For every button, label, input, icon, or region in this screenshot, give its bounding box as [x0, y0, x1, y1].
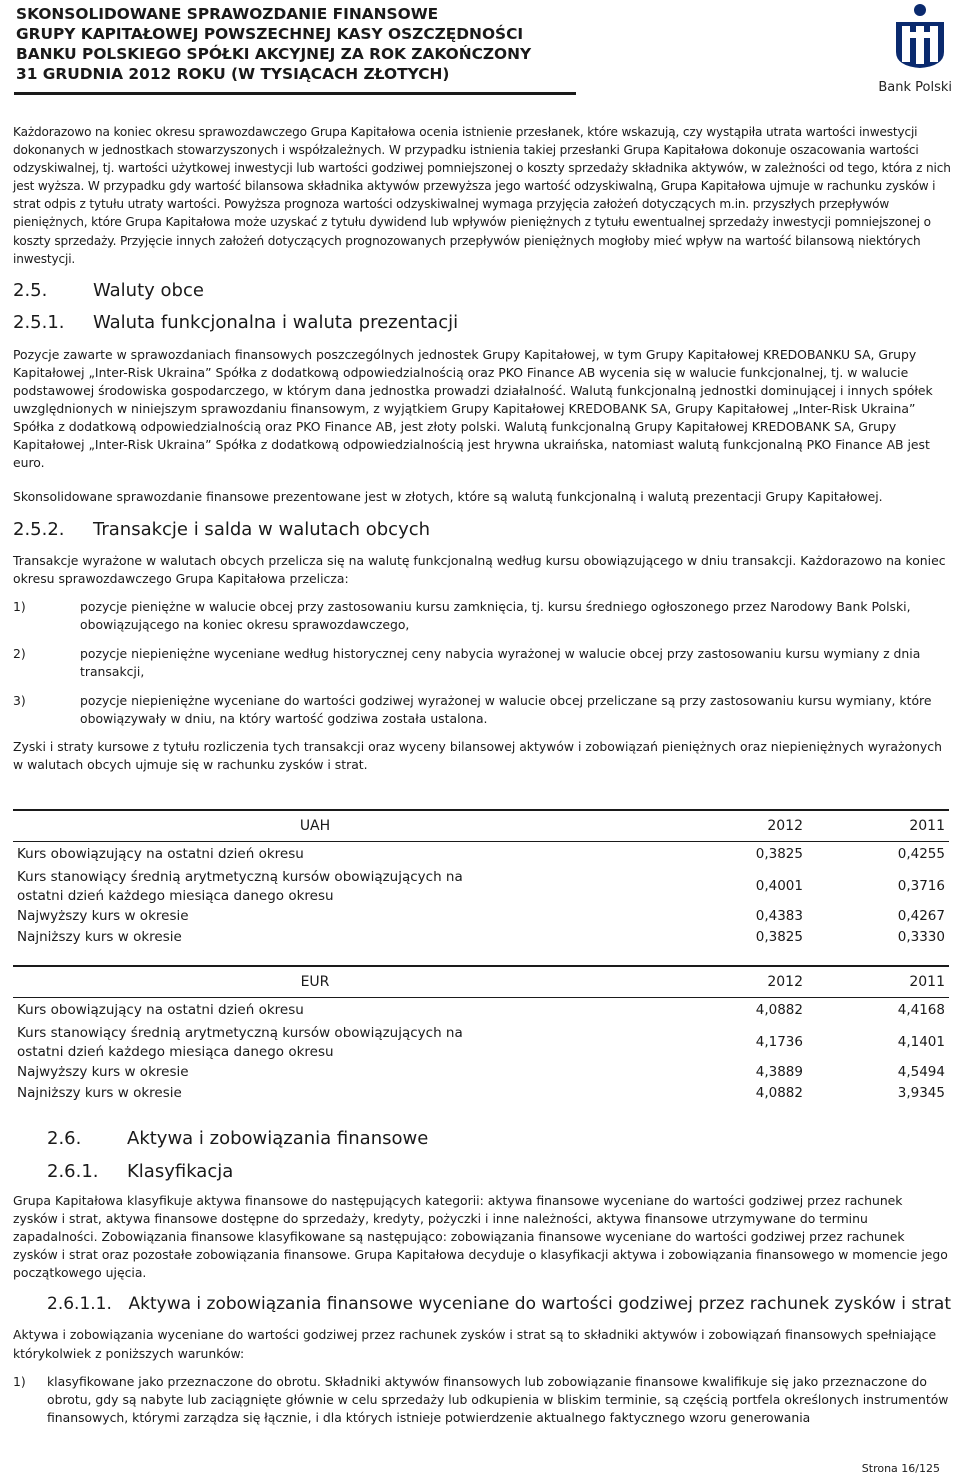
paragraph: Zyski i straty kursowe z tytułu rozliczenia tych transakcji oraz wyceny bilansowej aktywów i zobowiązań pieniężnych oraz niepieniężnych wyrażonych w walutach obcych ujmuje się w rachunku zysków i strat. — [13, 739, 942, 773]
section-heading-2-6 — [13, 1128, 951, 1149]
table-row — [13, 928, 949, 949]
report-title — [16, 4, 616, 84]
table-row — [13, 998, 949, 1024]
section-heading-2-5 — [13, 280, 951, 301]
report-title-line: SKONSOLIDOWANE SPRAWOZDANIE FINANSOWE — [16, 5, 439, 23]
value-2011: 4,1401 — [897, 1034, 945, 1051]
value-2011: 3,9345 — [897, 1085, 945, 1102]
value-2011: 0,3716 — [897, 878, 945, 895]
table-row — [13, 907, 949, 928]
section-heading-2-6-1-1 — [13, 1294, 951, 1314]
section-title: Waluty obce — [93, 279, 204, 301]
row-label: Kurs stanowiący średnią arytmetyczną kursów obowiązujących na ostatni dzień każdego miesiąca danego okresu — [17, 1024, 463, 1060]
paragraph: Transakcje wyrażone w walutach obcych przelicza się na walutę funkcjonalną według kursu obowiązującego w dniu transakcji. Każdorazowo na koniec okresu sprawozdawczego Grupa Kapitałowa przelicza: — [13, 552, 946, 586]
value-2011: 0,3330 — [897, 929, 945, 946]
numbered-list — [13, 598, 951, 729]
section-title: Transakcje i salda w walutach obcych — [93, 518, 431, 540]
table-row — [13, 1084, 949, 1105]
value-2011: 4,5494 — [897, 1064, 945, 1081]
paragraph: Aktywa i zobowiązania wyceniane do wartości godziwej przez rachunek zysków i strat są to składniki aktywów i zobowiązań finansowych spełniające którykolwiek z poniższych warunków: — [13, 1327, 937, 1361]
table-header-row — [13, 810, 949, 842]
intro-paragraph: Każdorazowo na koniec okresu sprawozdawczego Grupa Kapitałowa ocenia istnienie przesłanek, które wskazują, czy wystąpiła utrata wartości inwestycji dokonanych w jednostkach stowarzyszonych i współzależnych. W przypadku istnienia takiej przesłanki Grupa Kapitałowa dokonuje oszacowania wartości odzyskiwalnej, tj. wartości użytkowej inwestycji lub wartości godziwej pomniejszonej o koszty sprzedaży składnika aktywów, w zależności od tego, która z nich jest wyższa. W przypadku gdy wartość bilansowa składnika aktywów przewyższa jego wartość odzyskiwalną, Grupa Kapitałowa ujmuje w rachunku zysków i strat odpis z tytułu utraty wartości. Powyższa prognoza wartości odzyskiwalnej wymaga przyjęcia założeń dotyczących m.in. przyszłych przepływów pieniężnych, które Grupa Kapitałowa może uzyskać z tytułu dywidend lub wpływów pieniężnych z tytułu ewentualnej sprzedaży inwestycji pomniejszonej o koszty sprzedaży. Przyjęcie innych założeń dotyczących prognozowanych przepływów pieniężnych mogłoby mieć wpływ na wartość bilansową niektórych inwestycji. — [13, 125, 951, 266]
table-row — [13, 1063, 949, 1084]
section-heading-2-5-1 — [13, 312, 951, 333]
value-2012: 0,4383 — [755, 908, 803, 925]
exchange-rate-table-uah — [13, 809, 949, 949]
year-header: 2011 — [909, 974, 945, 990]
section-number: 2.5.2. — [13, 518, 65, 540]
value-2012: 4,0882 — [755, 1085, 803, 1102]
section-title: Aktywa i zobowiązania finansowe wyceniane do wartości godziwej przez rachunek zysków i strat — [128, 1294, 951, 1315]
row-label: Kurs obowiązujący na ostatni dzień okresu — [17, 1002, 304, 1018]
report-title-line: GRUPY KAPITAŁOWEJ POWSZECHNEJ KASY OSZCZĘDNOŚCI — [16, 25, 524, 43]
list-item: 1) klasyfikowane jako przeznaczone do obrotu. Składniki aktywów finansowych lub zobowiązanie finansowe kwalifikuje się jako przeznaczone do obrotu, gdy są nabyte lub zaciągnięte głównie w celu sprzedaży lub odkupienia w bliskim terminie, są częścią portfela określonych instrumentów finansowych, którymi zarządza się łącznie, i dla których istnieje potwierdzenie aktualnego faktycznego wzoru generowania — [13, 1373, 949, 1425]
bank-logo — [878, 0, 960, 100]
list-item: 3) pozycje niepieniężne wyceniane do wartości godziwej wyrażonej w walucie obcej przeliczane są przy zastosowaniu kursu wymiany, które obowiązywały w dniu, na który wartość godziwa została ustalona. — [13, 693, 932, 727]
row-label: Kurs obowiązujący na ostatni dzień okresu — [17, 846, 304, 862]
value-2012: 0,4001 — [755, 878, 803, 895]
currency-header: UAH — [299, 818, 331, 834]
header-divider — [14, 92, 576, 95]
currency-header: EUR — [300, 974, 330, 990]
value-2012: 4,0882 — [755, 1002, 803, 1018]
list-item: 2) pozycje niepieniężne wyceniane według historycznej ceny nabycia wyrażonej w walucie obcej przy zastosowaniu kursu wymiany z dnia transakcji, — [13, 645, 921, 679]
report-title-line: 31 GRUDNIA 2012 ROKU (W TYSIĄCACH ZŁOTYCH) — [16, 65, 450, 83]
value-2012: 4,3889 — [755, 1064, 803, 1081]
section-title: Waluta funkcjonalna i waluta prezentacji — [93, 311, 459, 333]
value-2012: 0,3825 — [755, 929, 803, 946]
row-label: Najwyższy kurs w okresie — [17, 908, 189, 925]
row-label: Najwyższy kurs w okresie — [17, 1064, 189, 1081]
value-2012: 0,3825 — [755, 846, 803, 862]
table-row — [13, 868, 949, 907]
year-header: 2012 — [767, 818, 803, 834]
section-title: Klasyfikacja — [127, 1161, 234, 1182]
document-body-continued — [13, 1128, 951, 1427]
paragraph: Pozycje zawarte w sprawozdaniach finansowych poszczególnych jednostek Grupy Kapitałowej, w tym Grupy Kapitałowej KREDOBANKU SA, Grupy Kapitałowej „Inter-Risk Ukraina” Spółka z dodatkową odpowiedzialnością oraz PKO Finance AB wycenia się w walucie funkcjonalnej, tj. w walucie podstawowej środowiska gospodarczego, w którym dana jednostka prowadzi działalność. Walutą funkcjonalną jednostki dominującej i innych spółek uwzględnionych w niniejszym sprawozdaniu finansowym, z wyjątkiem Grupy Kapitałowej KREDOBANK SA, Grupy Kapitałowej „Inter-Risk Ukraina” Spółka z dodatkową odpowiedzialnością oraz PKO Finance AB, jest złoty polski. Walutą funkcjonalną Grupy Kapitałowej KREDOBANK SA, Grupy Kapitałowej „Inter-Risk Ukraina” Spółka z dodatkową odpowiedzialnością jest hrywna ukraińska, natomiast walutą funkcjonalną PKO Finance AB jest euro. — [13, 346, 933, 471]
section-title: Aktywa i zobowiązania finansowe — [127, 1128, 429, 1149]
paragraph: Skonsolidowane sprawozdanie finansowe prezentowane jest w złotych, które są walutą funkcjonalną i walutą prezentacji Grupy Kapitałowej. — [13, 489, 883, 505]
value-2011: 4,4168 — [897, 1002, 945, 1018]
year-header: 2011 — [909, 818, 945, 834]
report-title-line: BANKU POLSKIEGO SPÓŁKI AKCYJNEJ ZA ROK ZAKOŃCZONY — [16, 45, 532, 63]
table-row — [13, 842, 949, 868]
section-number: 2.5.1. — [13, 311, 65, 333]
year-header: 2012 — [767, 974, 803, 990]
page-number: Strona 16/125 — [861, 1462, 940, 1475]
section-heading-2-6-1 — [13, 1161, 951, 1182]
paragraph: Grupa Kapitałowa klasyfikuje aktywa finansowe do następujących kategorii: aktywa finansowe wyceniane do wartości godziwej przez rachunek zysków i strat, aktywa finansowe dostępne do sprzedaży, kredyty, pożyczki i inne należności, aktywa finansowe utrzymywane do terminu zapadalności. Zobowiązania finansowe klasyfikowane są następująco: zobowiązania finansowe wyceniane do wartości godziwej przez rachunek zysków i strat oraz pozostałe zobowiązania finansowe. Grupa Kapitałowa decyduje o klasyfikacji aktywa i zobowiązania finansowego w momencie jego początkowego ujęcia. — [13, 1193, 948, 1281]
row-label: Kurs stanowiący średnią arytmetyczną kursów obowiązujących na ostatni dzień każdego miesiąca danego okresu — [17, 868, 463, 904]
section-heading-2-5-2 — [13, 519, 951, 540]
table-header-row — [13, 966, 949, 998]
value-2012: 4,1736 — [755, 1034, 803, 1051]
table-row — [13, 1024, 949, 1063]
document-body — [13, 123, 951, 774]
section-number: 2.5. — [13, 279, 48, 301]
row-label: Najniższy kurs w okresie — [17, 1085, 182, 1102]
section-number: 2.6. — [47, 1128, 82, 1149]
page-header — [0, 0, 960, 100]
row-label: Najniższy kurs w okresie — [17, 929, 182, 946]
pko-logo-icon — [892, 2, 948, 70]
exchange-rate-table-eur — [13, 965, 949, 1105]
section-number: 2.6.1. — [47, 1161, 99, 1182]
numbered-list — [13, 1373, 951, 1427]
list-item: 1) pozycje pieniężne w walucie obcej przy zastosowaniu kursu zamknięcia, tj. kursu średniego ogłoszonego przez Narodowy Bank Polski, obowiązującego na koniec okresu sprawozdawczego, — [13, 598, 911, 632]
section-number: 2.6.1.1. — [47, 1294, 112, 1315]
value-2011: 0,4267 — [897, 908, 945, 925]
value-2011: 0,4255 — [897, 846, 945, 862]
logo-text: Bank Polski — [878, 80, 952, 95]
